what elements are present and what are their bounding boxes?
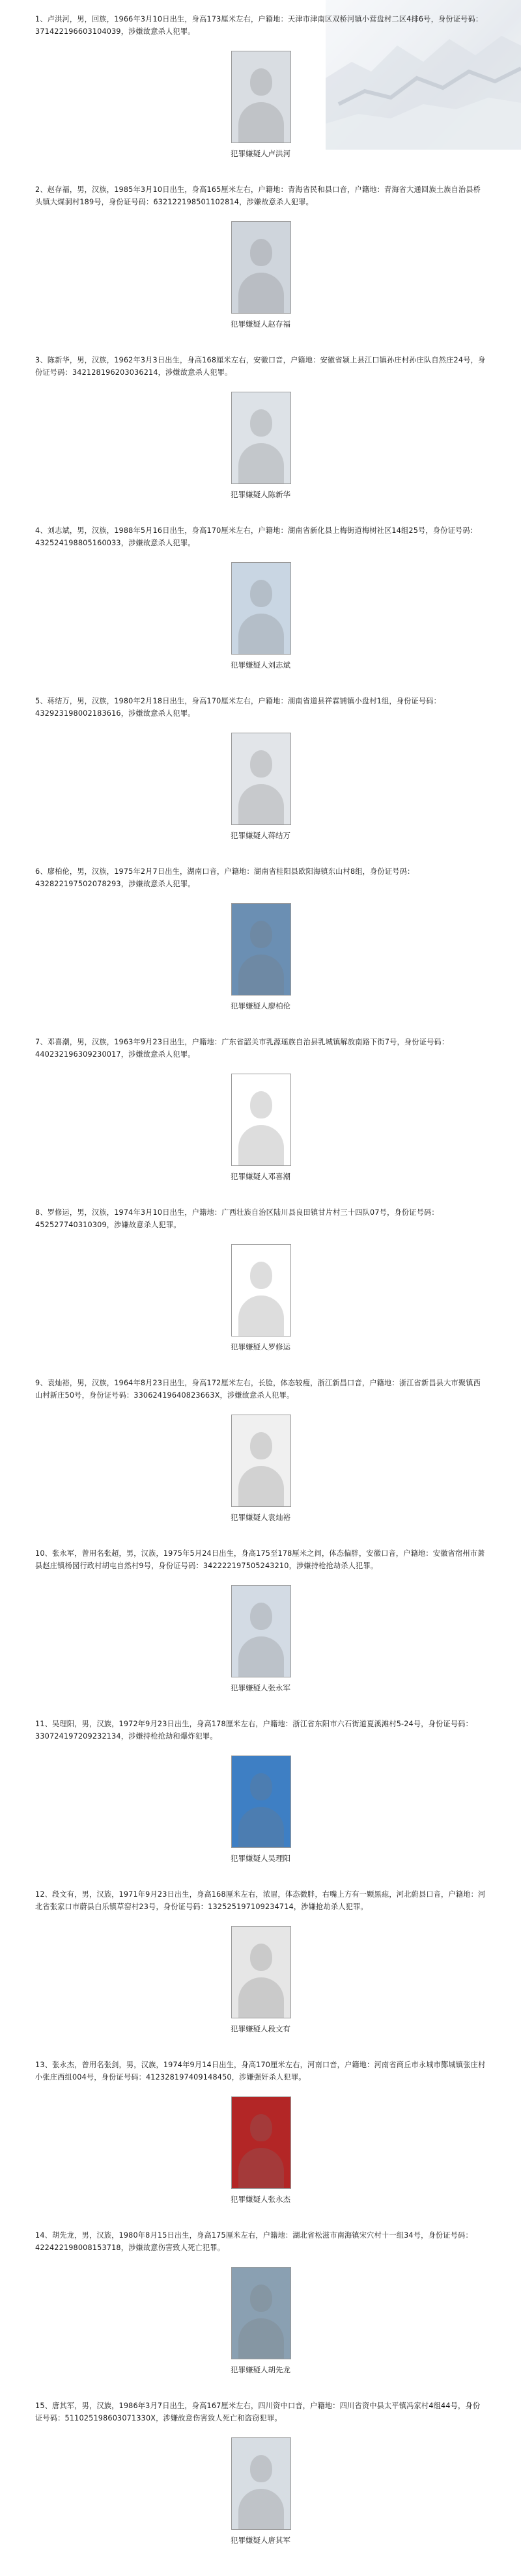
suspect-caption: 犯罪嫌疑人胡先龙 bbox=[231, 2365, 290, 2374]
suspect-description: 12、段文有，男，汉族，1971年9月23日出生，身高168厘米左右，浓眉，体态微胖，右嘴上方有一颗黑痣，河北蔚县口音，户籍地：河北省张家口市蔚县白乐镇草窑村23号，身份证号码：132525197109234714，涉嫌抢劫杀人犯罪。 bbox=[35, 1890, 486, 1911]
suspect-caption: 犯罪嫌疑人张永军 bbox=[231, 1683, 290, 1692]
suspect-caption: 犯罪嫌疑人邓喜潮 bbox=[231, 1172, 290, 1181]
suspect-entry bbox=[0, 1888, 521, 2059]
suspect-entry bbox=[0, 1547, 521, 1718]
suspect-caption: 犯罪嫌疑人赵存福 bbox=[231, 319, 290, 329]
suspect-photo bbox=[231, 2437, 291, 2530]
suspect-entry bbox=[0, 2229, 521, 2400]
suspect-photo bbox=[231, 2096, 291, 2189]
suspect-photo bbox=[231, 1244, 291, 1336]
suspect-description: 1、卢洪河，男，回族，1966年3月10日出生，身高173厘米左右，户籍地：天津市津南区双桥河镇小营盘村二区4排6号，身份证号码：371422196603104039，涉嫌故意杀人犯罪。 bbox=[35, 15, 483, 36]
suspect-caption: 犯罪嫌疑人廖柏伦 bbox=[231, 1001, 290, 1010]
suspect-caption: 犯罪嫌疑人刘志斌 bbox=[231, 660, 290, 670]
suspect-photo bbox=[231, 733, 291, 825]
suspect-caption: 犯罪嫌疑人陈新华 bbox=[231, 490, 290, 499]
suspect-caption: 犯罪嫌疑人袁灿裕 bbox=[231, 1513, 290, 1522]
suspect-entry bbox=[0, 1206, 521, 1377]
suspect-description: 11、吴理阳，男，汉族，1972年9月23日出生，身高178厘米左右，户籍地：浙江省东阳市六石街道夏溪滩村5-24号，身份证号码：330724197209232134，涉嫌持枪抢劫和爆炸犯罪。 bbox=[35, 1720, 473, 1741]
suspect-entry bbox=[0, 695, 521, 865]
suspect-caption: 犯罪嫌疑人唐其军 bbox=[231, 2536, 290, 2545]
wanted-list bbox=[0, 13, 521, 2570]
suspect-entry bbox=[0, 865, 521, 1036]
suspect-entry bbox=[0, 2059, 521, 2229]
suspect-entry bbox=[0, 1718, 521, 1888]
suspect-caption: 犯罪嫌疑人蒋结万 bbox=[231, 831, 290, 840]
suspect-description: 2、赵存福，男，汉族，1985年3月10日出生，身高165厘米左右，户籍地：青海省民和县口音，户籍地：青海省大通回族土族自治县桥头镇大煤洞村189号，身份证号码：632122198501102814，涉嫌故意杀人犯罪。 bbox=[35, 185, 481, 206]
suspect-description: 10、张永军，曾用名张超，男，汉族，1975年5月24日出生，身高175至178厘米之间，体态偏胖，安徽口音，户籍地：安徽省宿州市萧县赵庄镇杨园行政村胡屯自然村9号，身份证号码：342222197505243210，涉嫌持枪抢劫杀人犯罪。 bbox=[35, 1549, 485, 1570]
suspect-entry bbox=[0, 1377, 521, 1547]
suspect-caption: 犯罪嫌疑人卢洪河 bbox=[231, 149, 290, 158]
suspect-entry bbox=[0, 1036, 521, 1206]
suspect-photo bbox=[231, 903, 291, 996]
suspect-entry bbox=[0, 183, 521, 354]
suspect-description: 7、邓喜潮，男，汉族，1963年9月23日出生，户籍地：广东省韶关市乳源瑶族自治县乳城镇解放南路下街7号，身份证号码：440232196309230017，涉嫌故意杀人犯罪。 bbox=[35, 1038, 449, 1059]
suspect-photo bbox=[231, 221, 291, 314]
suspect-description: 9、袁灿裕，男，汉族，1964年8月23日出生，身高172厘米左右，长脸，体态较瘦，浙江新昌口音，户籍地：浙江省新昌县大市聚镇西山村新庄50号，身份证号码：33062419640823663X，涉嫌故意杀人犯罪。 bbox=[35, 1379, 481, 1400]
suspect-caption: 犯罪嫌疑人段文有 bbox=[231, 2024, 290, 2033]
suspect-caption: 犯罪嫌疑人张永杰 bbox=[231, 2195, 290, 2204]
suspect-photo bbox=[231, 392, 291, 484]
suspect-photo bbox=[231, 1926, 291, 2018]
suspect-caption: 犯罪嫌疑人吴理阳 bbox=[231, 1854, 290, 1863]
suspect-entry bbox=[0, 13, 521, 183]
suspect-description: 14、胡先龙，男，汉族，1980年8月15日出生，身高175厘米左右，户籍地：湖北省松滋市南海镇宋穴村十一组34号，身份证号码：422422198008153718，涉嫌故意伤害致人死亡犯罪。 bbox=[35, 2231, 473, 2252]
suspect-description: 6、廖柏伦，男，汉族，1975年2月7日出生，湖南口音，户籍地：湖南省桂阳县欧阳海镇东山村8组，身份证号码：432822197502078293，涉嫌故意杀人犯罪。 bbox=[35, 867, 415, 888]
suspect-description: 8、罗修运，男，汉族，1974年3月10日出生，户籍地：广西壮族自治区陆川县良田镇甘片村三十四队07号，身份证号码：452527740310309，涉嫌故意杀人犯罪。 bbox=[35, 1208, 439, 1229]
suspect-description: 13、张永杰，曾用名张剑，男，汉族，1974年9月14日出生，身高170厘米左右，河南口音，户籍地：河南省商丘市永城市酂城镇张庄村小张庄西组004号，身份证号码：412328197409148450，涉嫌强奸杀人犯罪。 bbox=[35, 2061, 486, 2081]
suspect-photo bbox=[231, 1585, 291, 1677]
suspect-entry bbox=[0, 2400, 521, 2570]
suspect-photo bbox=[231, 562, 291, 655]
suspect-description: 15、唐其军，男，汉族，1986年3月7日出生，身高167厘米左右，四川资中口音，户籍地：四川省资中县太平镇冯家村4组44号，身份证号码：511025198603071330X，涉嫌故意伤害致人死亡和盗窃犯罪。 bbox=[35, 2402, 481, 2422]
suspect-photo bbox=[231, 2267, 291, 2359]
suspect-caption: 犯罪嫌疑人罗修运 bbox=[231, 1342, 290, 1351]
suspect-photo bbox=[231, 1074, 291, 1166]
suspect-description: 3、陈新华，男，汉族，1962年3月3日出生，身高168厘米左右，安徽口音，户籍地：安徽省颍上县江口镇孙庄村孙庄队自然庄24号，身份证号码：342128196203036214，涉嫌故意杀人犯罪。 bbox=[35, 356, 486, 377]
suspect-entry bbox=[0, 524, 521, 695]
suspect-photo bbox=[231, 1415, 291, 1507]
suspect-photo bbox=[231, 51, 291, 143]
suspect-entry bbox=[0, 354, 521, 524]
suspect-photo bbox=[231, 1756, 291, 1848]
suspect-description: 5、蒋结万，男，汉族，1980年2月18日出生，身高170厘米左右，户籍地：湖南省道县祥霖铺镇小盘村1组，身份证号码：432923198002183616，涉嫌故意杀人犯罪。 bbox=[35, 697, 442, 718]
suspect-description: 4、刘志斌，男，汉族，1988年5月16日出生，身高170厘米左右，户籍地：湖南省新化县上梅街道梅树社区14组25号，身份证号码：432524198805160033，涉嫌故意杀人犯罪。 bbox=[35, 526, 478, 547]
